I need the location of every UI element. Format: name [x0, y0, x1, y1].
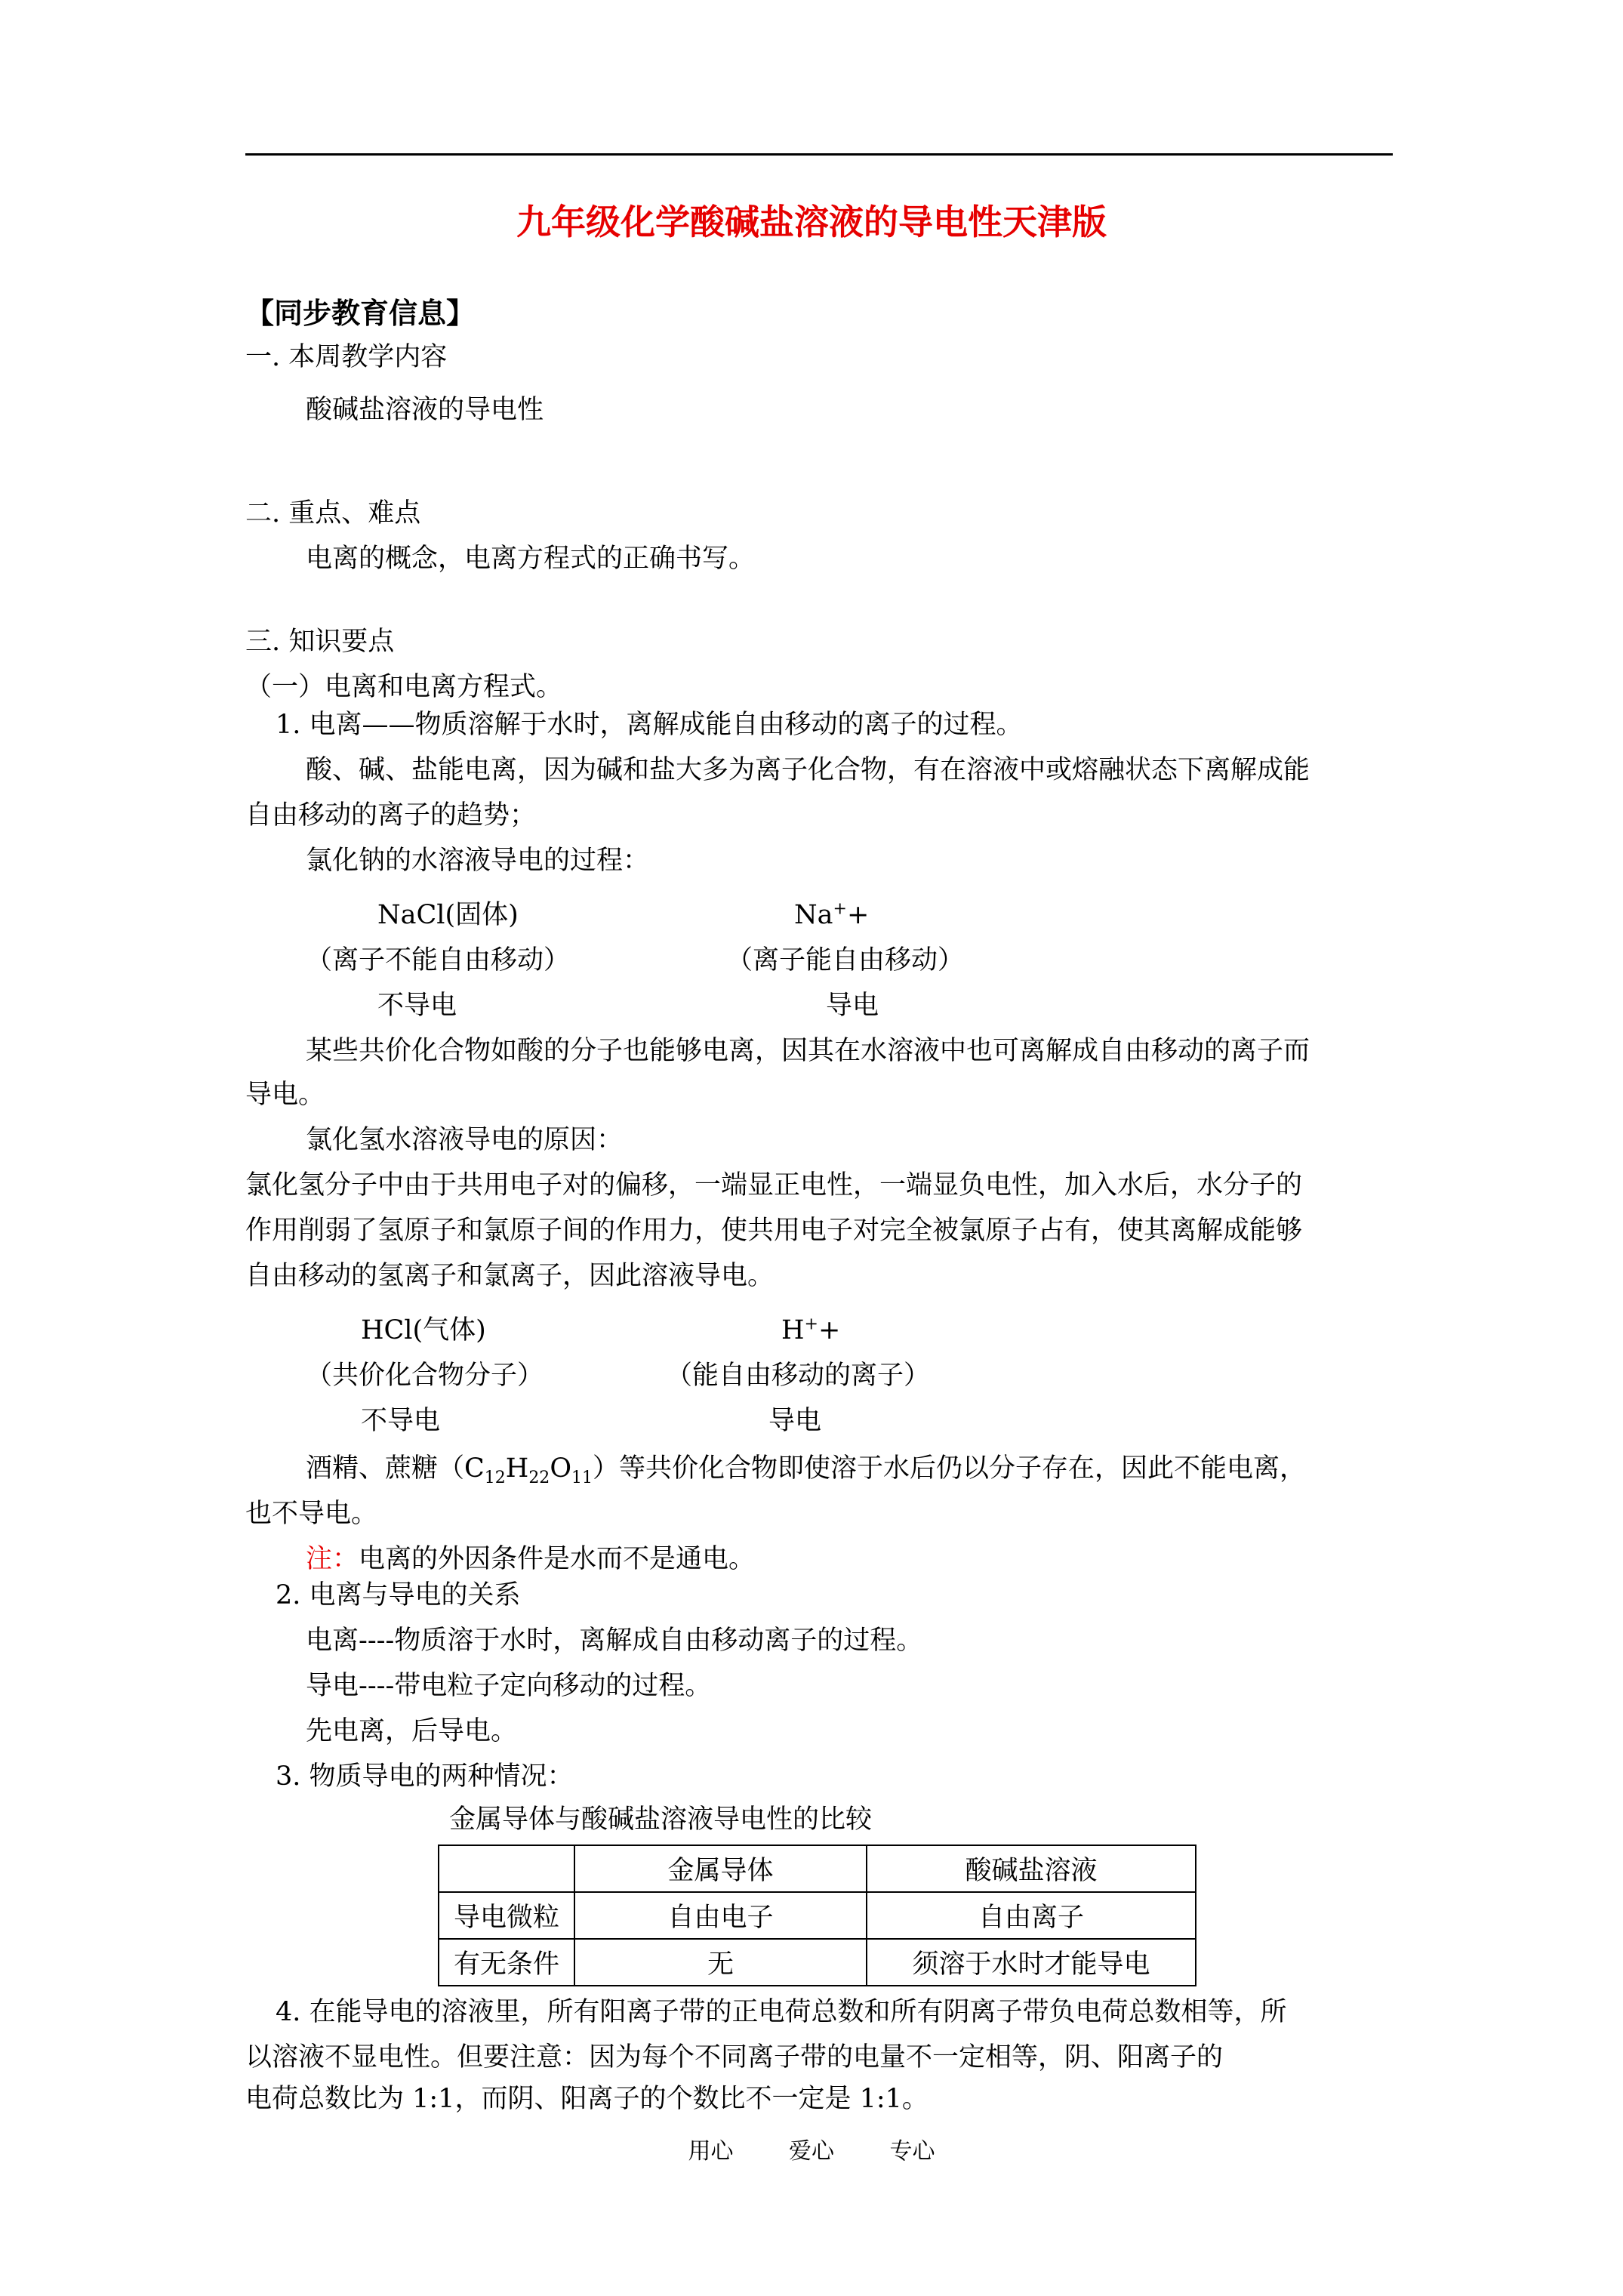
- list-item: 1. 电离——物质溶解于水时，离解成能自由移动的离子的过程。: [276, 710, 1023, 740]
- paragraph: 酸、碱、盐能电离，因为碱和盐大多为离子化合物，有在溶液中或熔融状态下离解成能: [306, 755, 1310, 785]
- nacl-right-note: （离子能自由移动）: [726, 945, 965, 975]
- heading-3: 三. 知识要点: [245, 627, 395, 657]
- footer-text: 爱心: [789, 2138, 834, 2165]
- paragraph: 自由移动的离子的趋势；: [245, 800, 537, 831]
- heading-1: 一. 本周教学内容: [245, 342, 448, 372]
- hcl-left-note: （共价化合物分子）: [306, 1361, 544, 1391]
- table-cell: 须溶于水时才能导电: [867, 1939, 1196, 1986]
- paragraph: 也不导电。: [245, 1499, 378, 1529]
- nacl-left-cond: 不导电: [377, 991, 457, 1021]
- hcl-right-note: （能自由移动的离子）: [666, 1361, 931, 1391]
- heading-2: 二. 重点、难点: [245, 498, 421, 529]
- comparison-table: [438, 1845, 1196, 1986]
- nacl-right-formula: Na++: [794, 899, 870, 930]
- hcl-left-cond: 不导电: [361, 1406, 441, 1436]
- section-header: 【同步教育信息】: [245, 296, 476, 330]
- table-header-row: [439, 1845, 1196, 1892]
- paragraph: 氯化氢分子中由于共用电子对的偏移，一端显正电性，一端显负电性，加入水后，水分子的: [245, 1170, 1303, 1200]
- header-rule: [245, 153, 1393, 156]
- nacl-left-formula: NaCl(固体): [377, 900, 519, 930]
- hcl-right-cond: 导电: [768, 1406, 822, 1436]
- page-footer: [0, 2135, 1623, 2168]
- list-item: 3. 物质导电的两种情况：: [276, 1761, 574, 1792]
- table-cell: 金属导体: [574, 1845, 867, 1892]
- paragraph: 自由移动的氢离子和氯离子，因此溶液导电。: [245, 1261, 775, 1291]
- paragraph: 氯化氢水溶液导电的原因：: [306, 1125, 624, 1155]
- table-cell: 导电微粒: [439, 1892, 574, 1939]
- footer-text: 用心: [688, 2138, 734, 2165]
- hcl-right-formula: H++: [781, 1314, 841, 1345]
- paragraph: 导电----带电粒子定向移动的过程。: [306, 1671, 712, 1701]
- paragraph: 先电离，后导电。: [306, 1716, 518, 1746]
- table-cell: 自由离子: [867, 1892, 1196, 1939]
- note: 注：电离的外因条件是水而不是通电。: [306, 1544, 756, 1574]
- footer-text: 专心: [889, 2138, 935, 2165]
- paragraph: 以溶液不显电性。但要注意：因为每个不同离子带的电量不一定相等，阴、阳离子的: [245, 2042, 1224, 2073]
- paragraph: 导电。: [245, 1080, 325, 1110]
- nacl-right-cond: 导电: [826, 991, 879, 1021]
- table-cell: 无: [574, 1939, 867, 1986]
- list-item: 2. 电离与导电的关系: [276, 1580, 521, 1610]
- paragraph: 酒精、蔗糖$(C_{12}H_{22}O_{11})$等共价化合物即使溶于水后仍以分子存在，因此不能电离，: [306, 1453, 1307, 1487]
- list-item: 4. 在能导电的溶液里，所有阳离子带的正电荷总数和所有阴离子带负电荷总数相等，所: [276, 1997, 1287, 2027]
- table-caption: 金属导体与酸碱盐溶液导电性的比较: [449, 1804, 873, 1835]
- page-title: 九年级化学酸碱盐溶液的导电性天津版: [516, 202, 1107, 242]
- paragraph: 电荷总数比为 1:1，而阴、阳离子的个数比不一定是 1:1。: [245, 2084, 929, 2114]
- paragraph: 氯化钠的水溶液导电的过程：: [306, 846, 650, 876]
- paragraph: 电离的概念，电离方程式的正确书写。: [306, 544, 756, 574]
- hcl-left-formula: HCl(气体): [361, 1315, 486, 1345]
- table-cell: 酸碱盐溶液: [867, 1845, 1196, 1892]
- nacl-left-note: （离子不能自由移动）: [306, 945, 571, 975]
- table-row: [439, 1939, 1196, 1986]
- subheading: （一）电离和电离方程式。: [245, 672, 563, 702]
- paragraph: 某些共价化合物如酸的分子也能够电离，因其在水溶液中也可离解成自由移动的离子而: [306, 1036, 1310, 1066]
- paragraph: 作用削弱了氢原子和氯原子间的作用力，使共用电子对完全被氯原子占有，使其离解成能够: [245, 1216, 1303, 1246]
- table-cell: [439, 1845, 574, 1892]
- note-label: 注：: [306, 1544, 359, 1574]
- paragraph: 酸碱盐溶液的导电性: [306, 395, 544, 425]
- table-cell: 有无条件: [439, 1939, 574, 1986]
- paragraph: 电离----物质溶于水时，离解成自由移动离子的过程。: [306, 1626, 923, 1656]
- table-row: [439, 1892, 1196, 1939]
- table-cell: 自由电子: [574, 1892, 867, 1939]
